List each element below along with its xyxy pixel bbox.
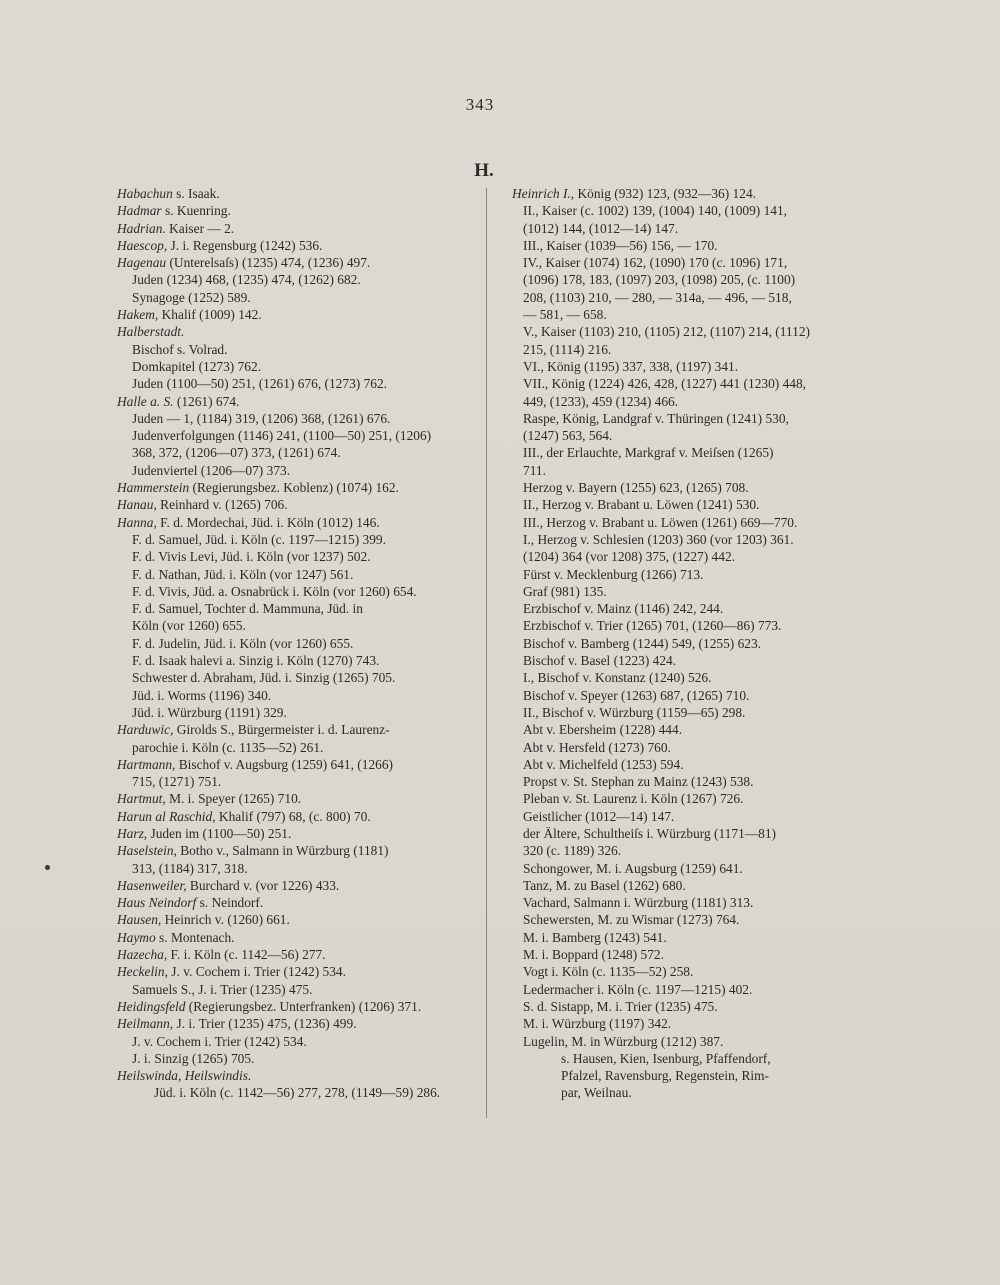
index-text: II., Kaiser (c. 1002) 139, (1004) 140, (1009) 141, <box>523 203 788 219</box>
index-text: Erzbischof v. Trier (1265) 701, (1260—86) 773. <box>523 618 782 634</box>
index-text: Abt v. Michelfeld (1253) 594. <box>523 756 684 772</box>
right-column <box>512 185 852 1102</box>
left-column <box>117 185 487 1102</box>
section-letter: H. <box>474 160 494 181</box>
index-text: Bischof v. Basel (1223) 424. <box>523 653 677 669</box>
index-text: (1261) 674. <box>173 393 240 409</box>
index-entry <box>117 773 487 790</box>
index-text: Pleban v. St. Laurenz i. Köln (1267) 726. <box>523 791 744 807</box>
index-text: Erzbischof v. Mainz (1146) 242, 244. <box>523 601 724 617</box>
index-text: Graf (981) 135. <box>523 583 607 599</box>
index-text: s. Montenach. <box>155 929 235 945</box>
index-heading: Harduwic, <box>117 722 174 738</box>
index-heading: Hagenau <box>117 255 167 271</box>
index-entry <box>117 1033 487 1050</box>
index-text: 711. <box>523 462 546 478</box>
index-text: F. d. Vivis, Jüd. a. Osnabrück i. Köln (vor 1260) 654. <box>132 583 417 599</box>
index-heading: Heilswinda, Heilswindis. <box>117 1068 252 1084</box>
index-entry <box>117 704 487 721</box>
index-heading: Haymo <box>117 929 156 945</box>
index-text: (1012) 144, (1012—14) 147. <box>523 220 679 236</box>
index-entry <box>512 323 852 340</box>
index-text: J. v. Cochem i. Trier (1242) 534. <box>132 1033 307 1049</box>
index-text: (Regierungsbez. Unterfranken) (1206) 371. <box>185 998 422 1014</box>
index-text: F. d. Samuel, Tochter d. Mammuna, Jüd. in <box>132 601 363 617</box>
index-text: Jüd. i. Köln (c. 1142—56) 277, 278, (1149—59) 286. <box>154 1085 441 1101</box>
index-entry <box>117 617 487 634</box>
index-text: Khalif (797) 68, (c. 800) 70. <box>215 808 371 824</box>
index-entry <box>117 306 487 323</box>
index-heading: Hanau, <box>117 497 157 513</box>
index-text: s. Isaak. <box>172 186 220 201</box>
index-entry <box>512 271 852 288</box>
index-text: s. Neindorf. <box>196 895 264 911</box>
index-entry <box>117 808 487 825</box>
index-entry <box>117 289 487 306</box>
index-text: Juden (1234) 468, (1235) 474, (1262) 682. <box>132 272 361 288</box>
index-text: Schewersten, M. zu Wismar (1273) 764. <box>523 912 740 928</box>
index-text: 313, (1184) 317, 318. <box>132 860 248 876</box>
index-entry <box>512 375 852 392</box>
index-entry <box>117 600 487 617</box>
index-entry <box>117 756 487 773</box>
index-text: Schwester d. Abraham, Jüd. i. Sinzig (1265) 705. <box>132 670 396 686</box>
index-text: par, Weilnau. <box>561 1085 632 1101</box>
index-heading: Heckelin, <box>117 964 168 980</box>
index-entry <box>512 946 852 963</box>
index-text: Geistlicher (1012—14) 147. <box>523 808 675 824</box>
index-text: F. i. Köln (c. 1142—56) 277. <box>167 947 326 963</box>
index-text: Vogt i. Köln (c. 1135—52) 258. <box>523 964 694 980</box>
index-text: (1247) 563, 564. <box>523 428 613 444</box>
index-entry <box>512 704 852 721</box>
index-entry <box>117 393 487 410</box>
index-entry <box>512 1084 852 1101</box>
index-text: VII., König (1224) 426, 428, (1227) 441 (1230) 448, <box>523 376 807 392</box>
index-entry <box>512 739 852 756</box>
index-entry <box>117 444 487 461</box>
index-entry <box>117 739 487 756</box>
index-text: I., Herzog v. Schlesien (1203) 360 (vor 1203) 361. <box>523 531 794 547</box>
index-heading: Halberstadt. <box>117 324 185 340</box>
index-text: II., Bischof v. Würzburg (1159—65) 298. <box>523 704 746 720</box>
index-text: F. d. Judelin, Jüd. i. Köln (vor 1260) 655. <box>132 635 354 651</box>
index-text: Herzog v. Bayern (1255) 623, (1265) 708. <box>523 480 749 496</box>
index-text: Abt v. Hersfeld (1273) 760. <box>523 739 671 755</box>
index-entry <box>117 479 487 496</box>
index-text: Schongower, M. i. Augsburg (1259) 641. <box>523 860 743 876</box>
index-text: Köln (vor 1260) 655. <box>132 618 246 634</box>
index-text: III., Kaiser (1039—56) 156, — 170. <box>523 237 718 253</box>
index-entry <box>117 860 487 877</box>
index-text: Juden — 1, (1184) 319, (1206) 368, (1261) 676. <box>132 410 391 426</box>
index-text: M. i. Würzburg (1197) 342. <box>523 1016 672 1032</box>
index-entry <box>512 496 852 513</box>
index-entry <box>512 808 852 825</box>
index-entry <box>117 185 487 202</box>
index-text: F. d. Mordechai, Jüd. i. Köln (1012) 146. <box>156 514 380 530</box>
index-text: F. d. Samuel, Jüd. i. Köln (c. 1197—1215) 399. <box>132 531 386 547</box>
index-text: F. d. Nathan, Jüd. i. Köln (vor 1247) 561. <box>132 566 354 582</box>
index-entry <box>512 531 852 548</box>
index-text: S. d. Sistapp, M. i. Trier (1235) 475. <box>523 998 718 1014</box>
index-heading: Harun al Raschid, <box>117 808 216 824</box>
index-text: Fürst v. Mecklenburg (1266) 713. <box>523 566 704 582</box>
index-entry <box>512 583 852 600</box>
index-entry <box>117 514 487 531</box>
index-text: 368, 372, (1206—07) 373, (1261) 674. <box>132 445 341 461</box>
index-entry <box>512 341 852 358</box>
index-text: Bischof s. Volrad. <box>132 341 228 357</box>
index-heading: Heilmann, <box>117 1016 174 1032</box>
index-text: König (932) 123, (932—36) 124. <box>574 186 756 201</box>
index-text: (1096) 178, 183, (1097) 203, (1098) 205, (c. 1100) <box>523 272 796 288</box>
index-entry <box>512 1033 852 1050</box>
index-text: — 581, — 658. <box>523 307 607 323</box>
index-entry <box>512 237 852 254</box>
index-text: Juden (1100—50) 251, (1261) 676, (1273) 762. <box>132 376 388 392</box>
index-heading: Hartmut, <box>117 791 166 807</box>
index-heading: Heidingsfeld <box>117 998 186 1014</box>
index-entry <box>117 410 487 427</box>
index-entry <box>512 444 852 461</box>
index-entry <box>117 825 487 842</box>
index-entry <box>117 1015 487 1032</box>
index-entry <box>117 721 487 738</box>
index-text: III., Herzog v. Brabant u. Löwen (1261) 669—770. <box>523 514 798 530</box>
index-entry <box>512 790 852 807</box>
index-entry <box>512 289 852 306</box>
index-entry <box>117 375 487 392</box>
index-text: II., Herzog v. Brabant u. Löwen (1241) 530. <box>523 497 760 513</box>
index-text: 320 (c. 1189) 326. <box>523 843 622 859</box>
index-entry <box>117 1050 487 1067</box>
index-text: Pfalzel, Ravensburg, Regenstein, Rim- <box>561 1068 770 1084</box>
index-heading: Hadrian. <box>117 220 166 236</box>
index-entry <box>512 254 852 271</box>
index-text: Juden im (1100—50) 251. <box>147 825 292 841</box>
index-entry <box>117 462 487 479</box>
index-entry <box>512 1015 852 1032</box>
index-entry <box>512 185 852 202</box>
index-text: 208, (1103) 210, — 280, — 314a, — 496, — 518, <box>523 289 792 305</box>
index-heading: Hadmar <box>117 203 162 219</box>
index-entry <box>512 860 852 877</box>
index-entry <box>117 496 487 513</box>
index-heading: Haus Neindorf <box>117 895 197 911</box>
index-entry <box>512 358 852 375</box>
index-text: s. Hausen, Kien, Isenburg, Pfaffendorf, <box>561 1050 771 1066</box>
index-entry <box>117 427 487 444</box>
index-entry <box>512 842 852 859</box>
index-text: F. d. Vivis Levi, Jüd. i. Köln (vor 1237) 502. <box>132 549 371 565</box>
index-entry <box>512 617 852 634</box>
index-entry <box>512 514 852 531</box>
index-entry <box>512 981 852 998</box>
index-entry <box>512 773 852 790</box>
index-entry <box>117 566 487 583</box>
index-text: Propst v. St. Stephan zu Mainz (1243) 538. <box>523 774 754 790</box>
index-text: Abt v. Ebersheim (1228) 444. <box>523 722 683 738</box>
index-text: Tanz, M. zu Basel (1262) 680. <box>523 877 686 893</box>
index-text: 215, (1114) 216. <box>523 341 612 357</box>
index-entry <box>512 462 852 479</box>
index-heading: Habachun <box>117 186 173 201</box>
index-heading: Hazecha, <box>117 947 168 963</box>
index-text: Botho v., Salmann in Würzburg (1181) <box>176 843 389 859</box>
index-entry <box>117 583 487 600</box>
index-text: Domkapitel (1273) 762. <box>132 358 262 374</box>
index-entry <box>117 1067 487 1084</box>
index-heading: Haescop, <box>117 237 168 253</box>
index-heading: Hammerstein <box>117 480 190 496</box>
index-text: Synagoge (1252) 589. <box>132 289 251 305</box>
index-entry <box>512 652 852 669</box>
index-entry <box>512 202 852 219</box>
index-entry <box>117 341 487 358</box>
index-entry <box>512 894 852 911</box>
index-text: Girolds S., Bürgermeister i. d. Laurenz- <box>173 722 390 738</box>
index-text: Jüd. i. Worms (1196) 340. <box>132 687 272 703</box>
index-text: Bischof v. Speyer (1263) 687, (1265) 710. <box>523 687 750 703</box>
index-entry <box>117 963 487 980</box>
index-entry <box>117 790 487 807</box>
index-heading: Hartmann, <box>117 756 176 772</box>
index-entry <box>512 306 852 323</box>
index-entry <box>512 911 852 928</box>
index-text: Reinhard v. (1265) 706. <box>156 497 288 513</box>
index-entry <box>117 652 487 669</box>
index-entry <box>512 548 852 565</box>
index-entry <box>117 911 487 928</box>
index-text: V., Kaiser (1103) 210, (1105) 212, (1107) 214, (1112) <box>523 324 810 340</box>
index-entry <box>117 894 487 911</box>
index-text: IV., Kaiser (1074) 162, (1090) 170 (c. 1096) 171, <box>523 255 788 271</box>
index-text: Bischof v. Bamberg (1244) 549, (1255) 623. <box>523 635 762 651</box>
index-entry <box>512 1050 852 1067</box>
index-entry <box>117 237 487 254</box>
index-text: VI., König (1195) 337, 338, (1197) 341. <box>523 358 739 374</box>
index-entry <box>117 635 487 652</box>
index-text: Kaiser — 2. <box>165 220 235 236</box>
index-text: s. Kuenring. <box>161 203 231 219</box>
index-entry <box>117 202 487 219</box>
index-entry <box>512 479 852 496</box>
index-text: Samuels S., J. i. Trier (1235) 475. <box>132 981 313 997</box>
index-entry <box>117 531 487 548</box>
index-heading: Hausen, <box>117 912 162 928</box>
index-text: Jüd. i. Würzburg (1191) 329. <box>132 704 287 720</box>
index-entry <box>117 929 487 946</box>
index-text: III., der Erlauchte, Markgraf v. Meiſsen (1265) <box>523 445 774 461</box>
index-entry <box>512 410 852 427</box>
index-entry <box>512 566 852 583</box>
index-entry <box>512 220 852 237</box>
index-entry <box>512 877 852 894</box>
index-text: Judenverfolgungen (1146) 241, (1100—50) 251, (1206) <box>132 428 432 444</box>
index-entry <box>117 842 487 859</box>
index-text: F. d. Isaak halevi a. Sinzig i. Köln (1270) 743. <box>132 653 380 669</box>
index-entry <box>512 998 852 1015</box>
index-entry <box>117 998 487 1015</box>
index-text: (Regierungsbez. Koblenz) (1074) 162. <box>189 480 399 496</box>
index-text: J. v. Cochem i. Trier (1242) 534. <box>167 964 346 980</box>
index-text: J. i. Trier (1235) 475, (1236) 499. <box>173 1016 357 1032</box>
index-heading: Haselstein, <box>117 843 177 859</box>
index-text: M. i. Bamberg (1243) 541. <box>523 929 667 945</box>
index-entry <box>117 981 487 998</box>
index-entry <box>512 929 852 946</box>
index-entry <box>117 254 487 271</box>
index-text: M. i. Speyer (1265) 710. <box>165 791 302 807</box>
index-heading: Hanna, <box>117 514 157 530</box>
index-text: M. i. Boppard (1248) 572. <box>523 947 664 963</box>
index-entry <box>117 323 487 340</box>
index-text: 449, (1233), 459 (1234) 466. <box>523 393 679 409</box>
index-text: 715, (1271) 751. <box>132 774 222 790</box>
index-entry <box>512 756 852 773</box>
index-text: Bischof v. Augsburg (1259) 641, (1266) <box>175 756 393 772</box>
page-number: 343 <box>465 95 495 114</box>
index-heading: Harz, <box>117 825 148 841</box>
index-entry <box>512 687 852 704</box>
index-text: (1204) 364 (vor 1208) 375, (1227) 442. <box>523 549 735 565</box>
index-text: Lugelin, M. in Würzburg (1212) 387. <box>523 1033 724 1049</box>
index-text: J. i. Regensburg (1242) 536. <box>167 237 323 253</box>
index-text: (Unterelsaſs) (1235) 474, (1236) 497. <box>166 255 371 271</box>
index-entry <box>117 687 487 704</box>
index-entry <box>512 1067 852 1084</box>
index-entry <box>512 427 852 444</box>
index-text: Ledermacher i. Köln (c. 1197—1215) 402. <box>523 981 753 997</box>
index-entry <box>512 721 852 738</box>
index-entry <box>512 669 852 686</box>
index-heading: Heinrich I., <box>512 186 575 201</box>
index-entry <box>117 358 487 375</box>
index-entry <box>117 548 487 565</box>
index-text: Khalif (1009) 142. <box>158 307 262 323</box>
index-entry <box>512 963 852 980</box>
margin-dot <box>45 865 50 870</box>
index-text: der Ältere, Schultheiſs i. Würzburg (1171—81) <box>523 825 777 841</box>
index-text: Burchard v. (vor 1226) 433. <box>186 877 340 893</box>
index-entry <box>512 393 852 410</box>
index-text: Heinrich v. (1260) 661. <box>161 912 290 928</box>
index-text: parochie i. Köln (c. 1135—52) 261. <box>132 739 324 755</box>
index-text: Judenviertel (1206—07) 373. <box>132 462 291 478</box>
index-heading: Hasenweiler, <box>117 877 187 893</box>
index-entry <box>512 600 852 617</box>
index-entry <box>117 946 487 963</box>
index-entry <box>117 877 487 894</box>
index-entry <box>117 669 487 686</box>
index-entry <box>512 825 852 842</box>
index-text: Vachard, Salmann i. Würzburg (1181) 313. <box>523 895 754 911</box>
index-text: Raspe, König, Landgraf v. Thüringen (1241) 530, <box>523 410 789 426</box>
index-text: J. i. Sinzig (1265) 705. <box>132 1050 255 1066</box>
index-entry <box>117 220 487 237</box>
index-entry <box>117 271 487 288</box>
index-entry <box>512 635 852 652</box>
index-entry <box>117 1084 487 1101</box>
index-text: I., Bischof v. Konstanz (1240) 526. <box>523 670 712 686</box>
index-heading: Halle a. S. <box>117 393 174 409</box>
index-heading: Hakem, <box>117 307 159 323</box>
